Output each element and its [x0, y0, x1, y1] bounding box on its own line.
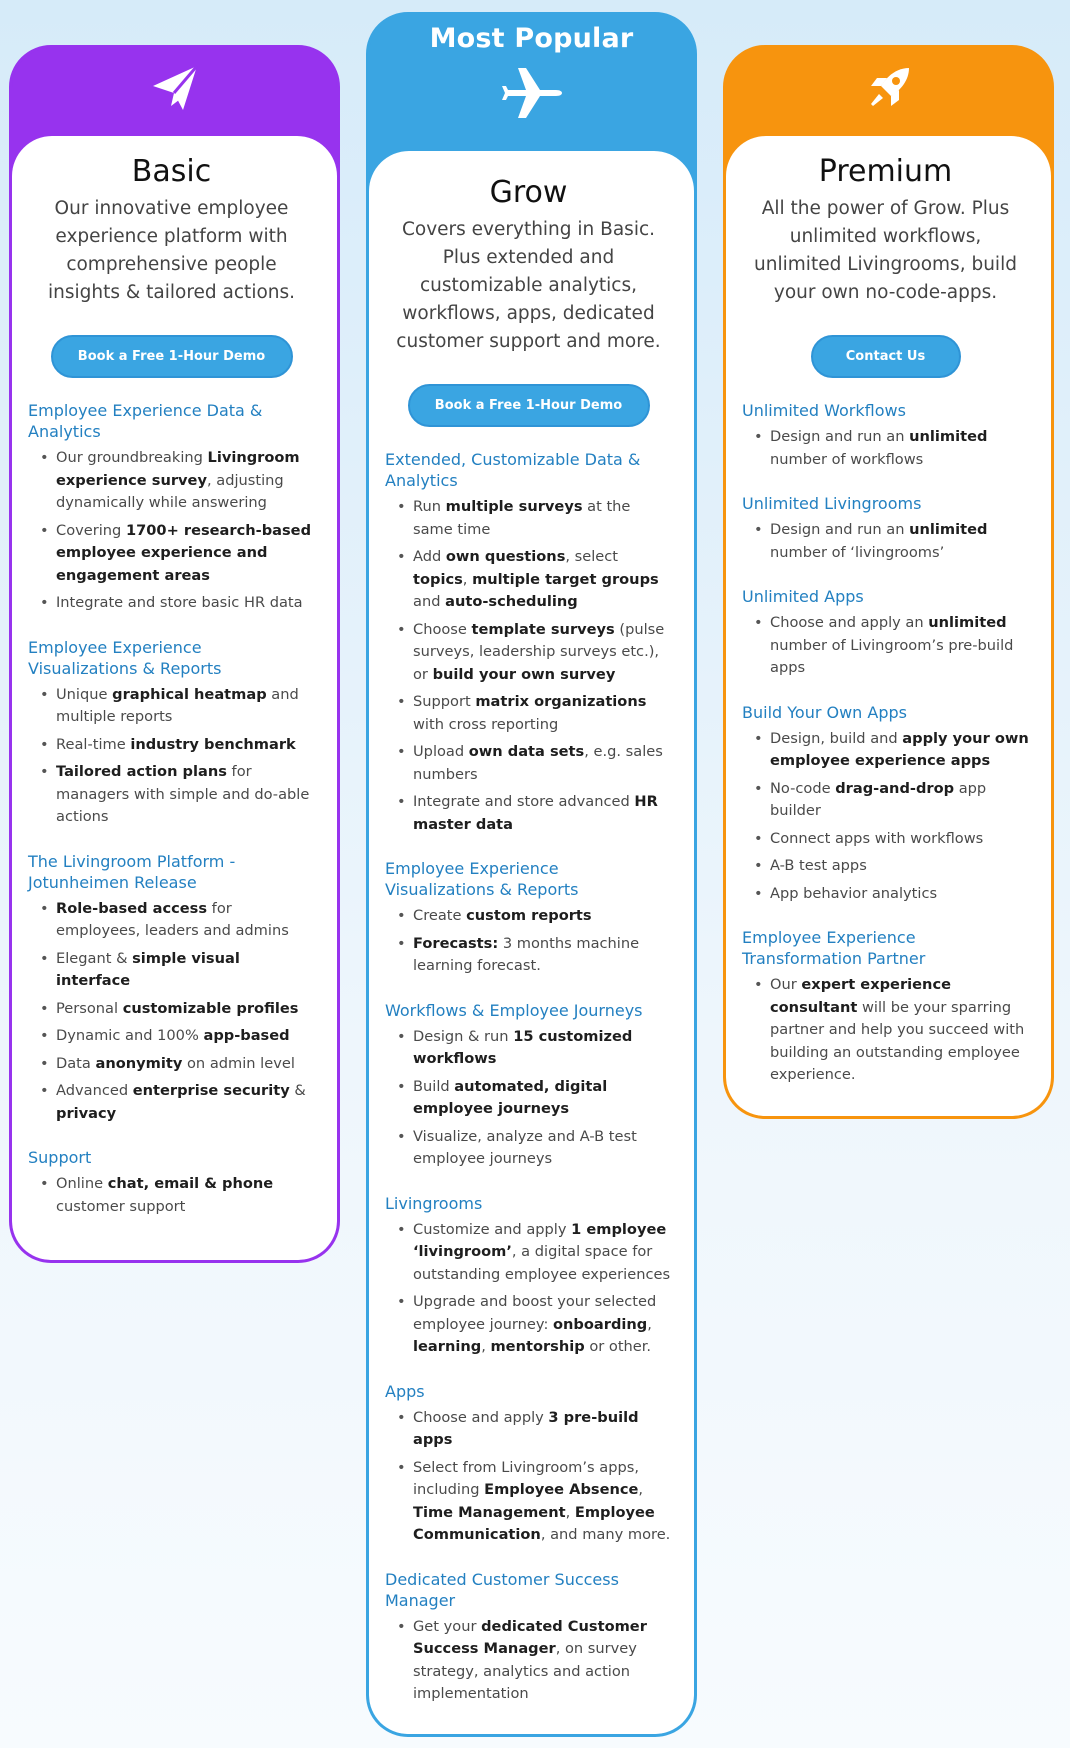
- feature-list: [385, 1616, 672, 1706]
- feature-item: • Upload own data sets, e.g. sales numbers: [385, 741, 672, 786]
- plan-title: Basic: [131, 154, 212, 189]
- feature-section-title: Support: [28, 1148, 92, 1167]
- feature-item: • Covering 1700+ research-based employee experience and engagement areas: [28, 520, 315, 588]
- feature-item: • Design, build and apply your own employee experience apps: [742, 728, 1029, 773]
- paper-plane-icon: [149, 62, 201, 118]
- feature-item: • Choose and apply an unlimited number of Livingroom’s pre-build apps: [742, 612, 1029, 680]
- feature-section-title: Dedicated Customer Success Manager: [385, 1569, 619, 1610]
- feature-item: • Upgrade and boost your selected employee journey: onboarding, learning, mentorship or other.: [385, 1291, 672, 1359]
- feature-section-title: Employee Experience Visualizations & Reports: [28, 637, 222, 678]
- feature-item: • Choose and apply 3 pre-build apps: [385, 1407, 672, 1452]
- feature-item: • Integrate and store basic HR data: [28, 592, 315, 615]
- premium-plan-card: [723, 45, 1054, 1119]
- book-demo-button[interactable]: Book a Free 1-Hour Demo: [408, 384, 650, 427]
- grow-plan-card: [366, 12, 697, 1737]
- feature-sections: [385, 449, 672, 1706]
- feature-item: • Get your dedicated Customer Success Manager, on survey strategy, analytics and action implementation: [385, 1616, 672, 1706]
- feature-item: • Advanced enterprise security & privacy: [28, 1080, 315, 1125]
- feature-item: • Role-based access for employees, leaders and admins: [28, 898, 315, 943]
- feature-item: • No-code drag-and-drop app builder: [742, 778, 1029, 823]
- feature-item: • Add own questions, select topics, multiple target groups and auto-scheduling: [385, 546, 672, 614]
- feature-list: [385, 1407, 672, 1547]
- feature-item: • Elegant & simple visual interface: [28, 948, 315, 993]
- feature-list: [742, 974, 1029, 1087]
- feature-list: [742, 612, 1029, 680]
- airplane-icon: [501, 64, 563, 126]
- grow-card-body: [369, 151, 694, 1734]
- feature-sections: [28, 400, 315, 1218]
- feature-list: [28, 1173, 315, 1218]
- feature-section-title: Livingrooms: [385, 1193, 483, 1213]
- contact-us-button[interactable]: Contact Us: [811, 335, 961, 378]
- feature-item: • Run multiple surveys at the same time: [385, 496, 672, 541]
- feature-item: • Design & run 15 customized workflows: [385, 1026, 672, 1071]
- feature-list: [28, 684, 315, 829]
- feature-section-title: Unlimited Workflows: [742, 401, 906, 420]
- feature-item: • Support matrix organizations with cross reporting: [385, 691, 672, 736]
- feature-list: [28, 447, 315, 615]
- feature-list: [742, 426, 1029, 471]
- feature-item: • Visualize, analyze and A-B test employee journeys: [385, 1126, 672, 1171]
- feature-item: • A-B test apps: [742, 855, 1029, 878]
- feature-item: • Integrate and store advanced HR master data: [385, 791, 672, 836]
- feature-item: • Online chat, email & phone customer support: [28, 1173, 315, 1218]
- feature-item: • Our groundbreaking Livingroom experience survey, adjusting dynamically while answering: [28, 447, 315, 515]
- feature-list: [385, 1026, 672, 1171]
- basic-card-body: [12, 136, 337, 1260]
- feature-section-title: Employee Experience Data & Analytics: [28, 401, 263, 441]
- feature-list: [742, 728, 1029, 906]
- most-popular-badge: Most Popular: [429, 23, 634, 54]
- feature-item: • Design and run an unlimited number of ‘livingrooms’: [742, 519, 1029, 564]
- feature-item: • Personal customizable profiles: [28, 998, 315, 1021]
- feature-item: • Unique graphical heatmap and multiple reports: [28, 684, 315, 729]
- feature-item: • App behavior analytics: [742, 883, 1029, 906]
- book-demo-button[interactable]: Book a Free 1-Hour Demo: [51, 335, 293, 378]
- feature-item: • Select from Livingroom’s apps, including Employee Absence, Time Management, Employee Communication, and many more.: [385, 1457, 672, 1547]
- feature-item: • Connect apps with workflows: [742, 828, 1029, 851]
- feature-section-title: Employee Experience Visualizations & Reports: [385, 859, 579, 899]
- feature-item: • Create custom reports: [385, 905, 672, 928]
- feature-section-title: The Livingroom Platform - Jotunheimen Release: [28, 851, 236, 892]
- feature-item: • Real-time industry benchmark: [28, 734, 315, 757]
- feature-item: • Build automated, digital employee journeys: [385, 1076, 672, 1121]
- plan-title: Premium: [818, 154, 953, 189]
- feature-list: [742, 519, 1029, 564]
- feature-item: • Design and run an unlimited number of workflows: [742, 426, 1029, 471]
- premium-card-body: [726, 136, 1051, 1116]
- feature-section-title: Workflows & Employee Journeys: [385, 1000, 643, 1020]
- feature-item: • Data anonymity on admin level: [28, 1053, 315, 1076]
- feature-item: • Customize and apply 1 employee ‘livingroom’, a digital space for outstanding employee experiences: [385, 1219, 672, 1287]
- grow-card-header: [369, 15, 694, 155]
- plan-description: All the power of Grow. Plus unlimited workflows, unlimited Livingrooms, build your own no-code-apps.: [754, 198, 1017, 303]
- feature-section-title: Unlimited Apps: [742, 587, 864, 606]
- premium-card-header: [726, 48, 1051, 138]
- feature-section-title: Apps: [385, 1381, 425, 1401]
- feature-section-title: Build Your Own Apps: [742, 702, 907, 722]
- feature-sections: [742, 400, 1029, 1087]
- rocket-icon: [863, 62, 915, 118]
- basic-plan-card: [9, 45, 340, 1263]
- feature-item: • Choose template surveys (pulse surveys, leadership surveys etc.), or build your own survey: [385, 619, 672, 687]
- feature-list: [385, 496, 672, 836]
- feature-item: • Forecasts: 3 months machine learning forecast.: [385, 933, 672, 978]
- feature-item: • Dynamic and 100% app-based: [28, 1025, 315, 1048]
- basic-card-header: [12, 48, 337, 138]
- feature-list: [385, 905, 672, 978]
- feature-list: [28, 898, 315, 1126]
- plan-description: Our innovative employee experience platform with comprehensive people insights & tailored actions.: [47, 198, 296, 303]
- plan-description: Covers everything in Basic. Plus extended and customizable analytics, workflows, apps, dedicated customer support and more.: [396, 219, 661, 352]
- feature-section-title: Extended, Customizable Data & Analytics: [385, 450, 641, 490]
- feature-item: • Our expert experience consultant will be your sparring partner and help you succeed with building an outstanding employee experience.: [742, 974, 1029, 1087]
- feature-item: • Tailored action plans for managers with simple and do-able actions: [28, 761, 315, 829]
- plan-title: Grow: [489, 175, 568, 210]
- feature-section-title: Employee Experience Transformation Partner: [742, 928, 926, 968]
- feature-section-title: Unlimited Livingrooms: [742, 494, 922, 513]
- feature-list: [385, 1219, 672, 1359]
